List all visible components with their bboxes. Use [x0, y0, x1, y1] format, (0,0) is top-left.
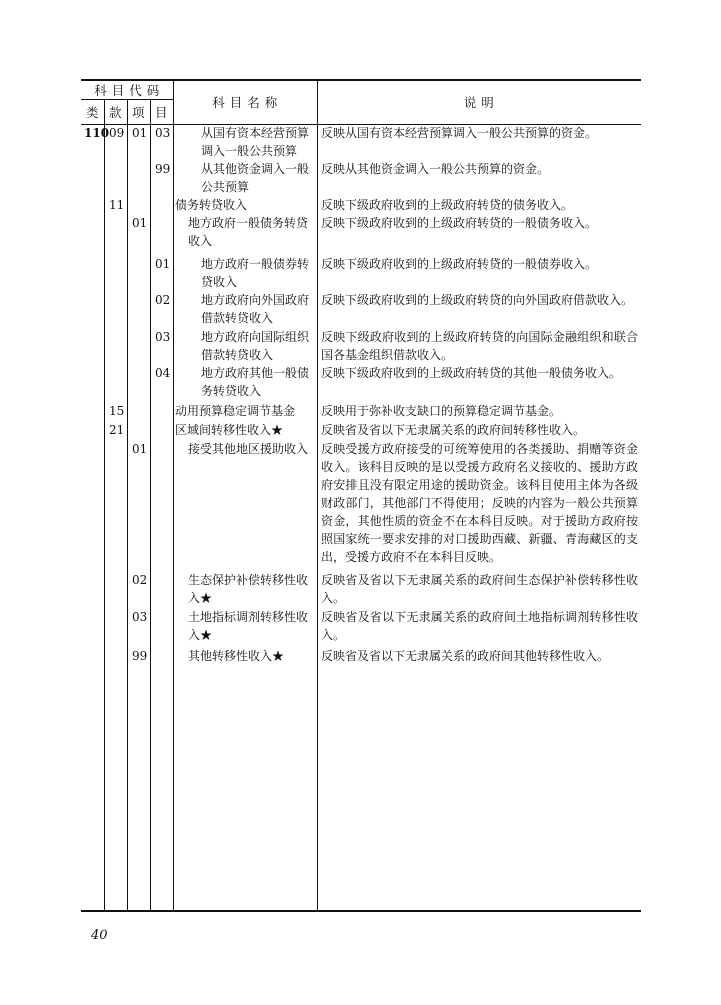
table-bottom-rule [81, 910, 641, 912]
code-lei: 110 [84, 126, 110, 140]
subject-name: 其他转移性收入★ [188, 649, 285, 663]
code-xiang: 03 [132, 610, 148, 624]
subject-name: 区域间转移性收入★ [175, 423, 284, 437]
header-xiang: 项 [131, 105, 145, 120]
code-mu: 02 [155, 293, 171, 307]
header-kuan: 款 [108, 105, 122, 120]
subject-description: 反映省及省以下无隶属关系的政府间其他转移性收入。 [321, 649, 610, 663]
subject-name: 地方政府向国际组织借款转贷收入 [201, 330, 310, 362]
col-divider-lei [104, 99, 105, 912]
col-divider-code [173, 79, 174, 912]
header-code-group: 科 目 代 码 [94, 83, 160, 98]
code-xiang: 99 [132, 649, 148, 663]
subject-name: 地方政府一般债券转贷收入 [201, 257, 310, 289]
subject-code-table [81, 79, 641, 912]
subject-name: 地方政府其他一般债务转贷收入 [201, 366, 310, 398]
code-xiang: 01 [132, 216, 148, 230]
subject-description: 反映下级政府收到的上级政府转贷的债务收入。 [321, 198, 574, 212]
subject-description: 反映省及省以下无隶属关系的政府间转移性收入。 [321, 423, 586, 437]
page-number: 40 [91, 928, 108, 943]
subject-name: 从国有资本经营预算调入一般公共预算 [201, 126, 310, 158]
code-mu: 04 [155, 366, 171, 380]
code-mu: 03 [155, 330, 171, 344]
subject-description: 反映省及省以下无隶属关系的政府间生态保护补偿转移性收入。 [321, 573, 638, 605]
subject-description: 反映下级政府收到的上级政府转贷的一般债务收入。 [321, 216, 598, 230]
code-kuan: 15 [109, 404, 125, 418]
code-xiang: 02 [132, 573, 148, 587]
subject-name: 从其他资金调入一般公共预算 [201, 162, 310, 194]
subject-description: 反映从国有资本经营预算调入一般公共预算的资金。 [321, 126, 598, 140]
code-xiang: 01 [132, 126, 148, 140]
code-mu: 01 [155, 257, 171, 271]
subject-name: 动用预算稳定调节基金 [175, 404, 296, 418]
code-kuan: 21 [109, 423, 125, 437]
subject-name: 土地指标调剂转移性收入★ [188, 610, 309, 642]
subject-description: 反映省及省以下无隶属关系的政府间土地指标调剂转移性收入。 [321, 610, 638, 642]
subject-description: 反映用于弥补收支缺口的预算稳定调节基金。 [321, 404, 562, 418]
subject-description: 反映下级政府收到的上级政府转贷的向外国政府借款收入。 [321, 293, 634, 307]
code-xiang: 01 [132, 442, 148, 456]
header-lei: 类 [85, 105, 99, 120]
header-explanation: 说 明 [463, 95, 495, 110]
subject-name: 生态保护补偿转移性收入★ [188, 573, 309, 605]
code-mu: 03 [155, 126, 171, 140]
col-divider-xiang [150, 99, 151, 912]
subject-description: 反映下级政府收到的上级政府转贷的其他一般债务收入。 [321, 366, 622, 380]
subject-name: 债务转贷收入 [175, 198, 248, 212]
subject-name: 地方政府一般债务转贷收入 [188, 216, 309, 248]
code-kuan: 11 [109, 198, 125, 212]
col-divider-kuan [127, 99, 128, 912]
subject-description: 反映下级政府收到的上级政府转贷的向国际金融组织和联合国各基金组织借款收入。 [321, 330, 638, 362]
header-mu: 目 [154, 105, 168, 120]
col-divider-name [317, 79, 318, 912]
subject-name: 接受其他地区援助收入 [188, 442, 309, 456]
subject-description: 反映从其他资金调入一般公共预算的资金。 [321, 162, 550, 176]
header-subject-name: 科 目 名 称 [212, 95, 278, 110]
subject-description: 反映下级政府收到的上级政府转贷的一般债券收入。 [321, 257, 598, 271]
code-kuan: 09 [109, 126, 125, 140]
subject-name: 地方政府向外国政府借款转贷收入 [201, 293, 310, 325]
code-mu: 99 [155, 162, 171, 176]
subject-description: 反映受援方政府接受的可统筹使用的各类援助、捐赠等资金收入。该科目反映的是以受援方政府名义接收的、援助方政府安排且没有限定用途的援助资金。该科目使用主体为各级财政部门，其他部门不得使用；反映的内容为一般公共预算资金，其他性质的资金不在本科目反映。对于援助方政府按照国家统一要求安排的对口援助西藏、新疆、青海藏区的支出，受援方政府不在本科目反映。 [321, 442, 638, 564]
